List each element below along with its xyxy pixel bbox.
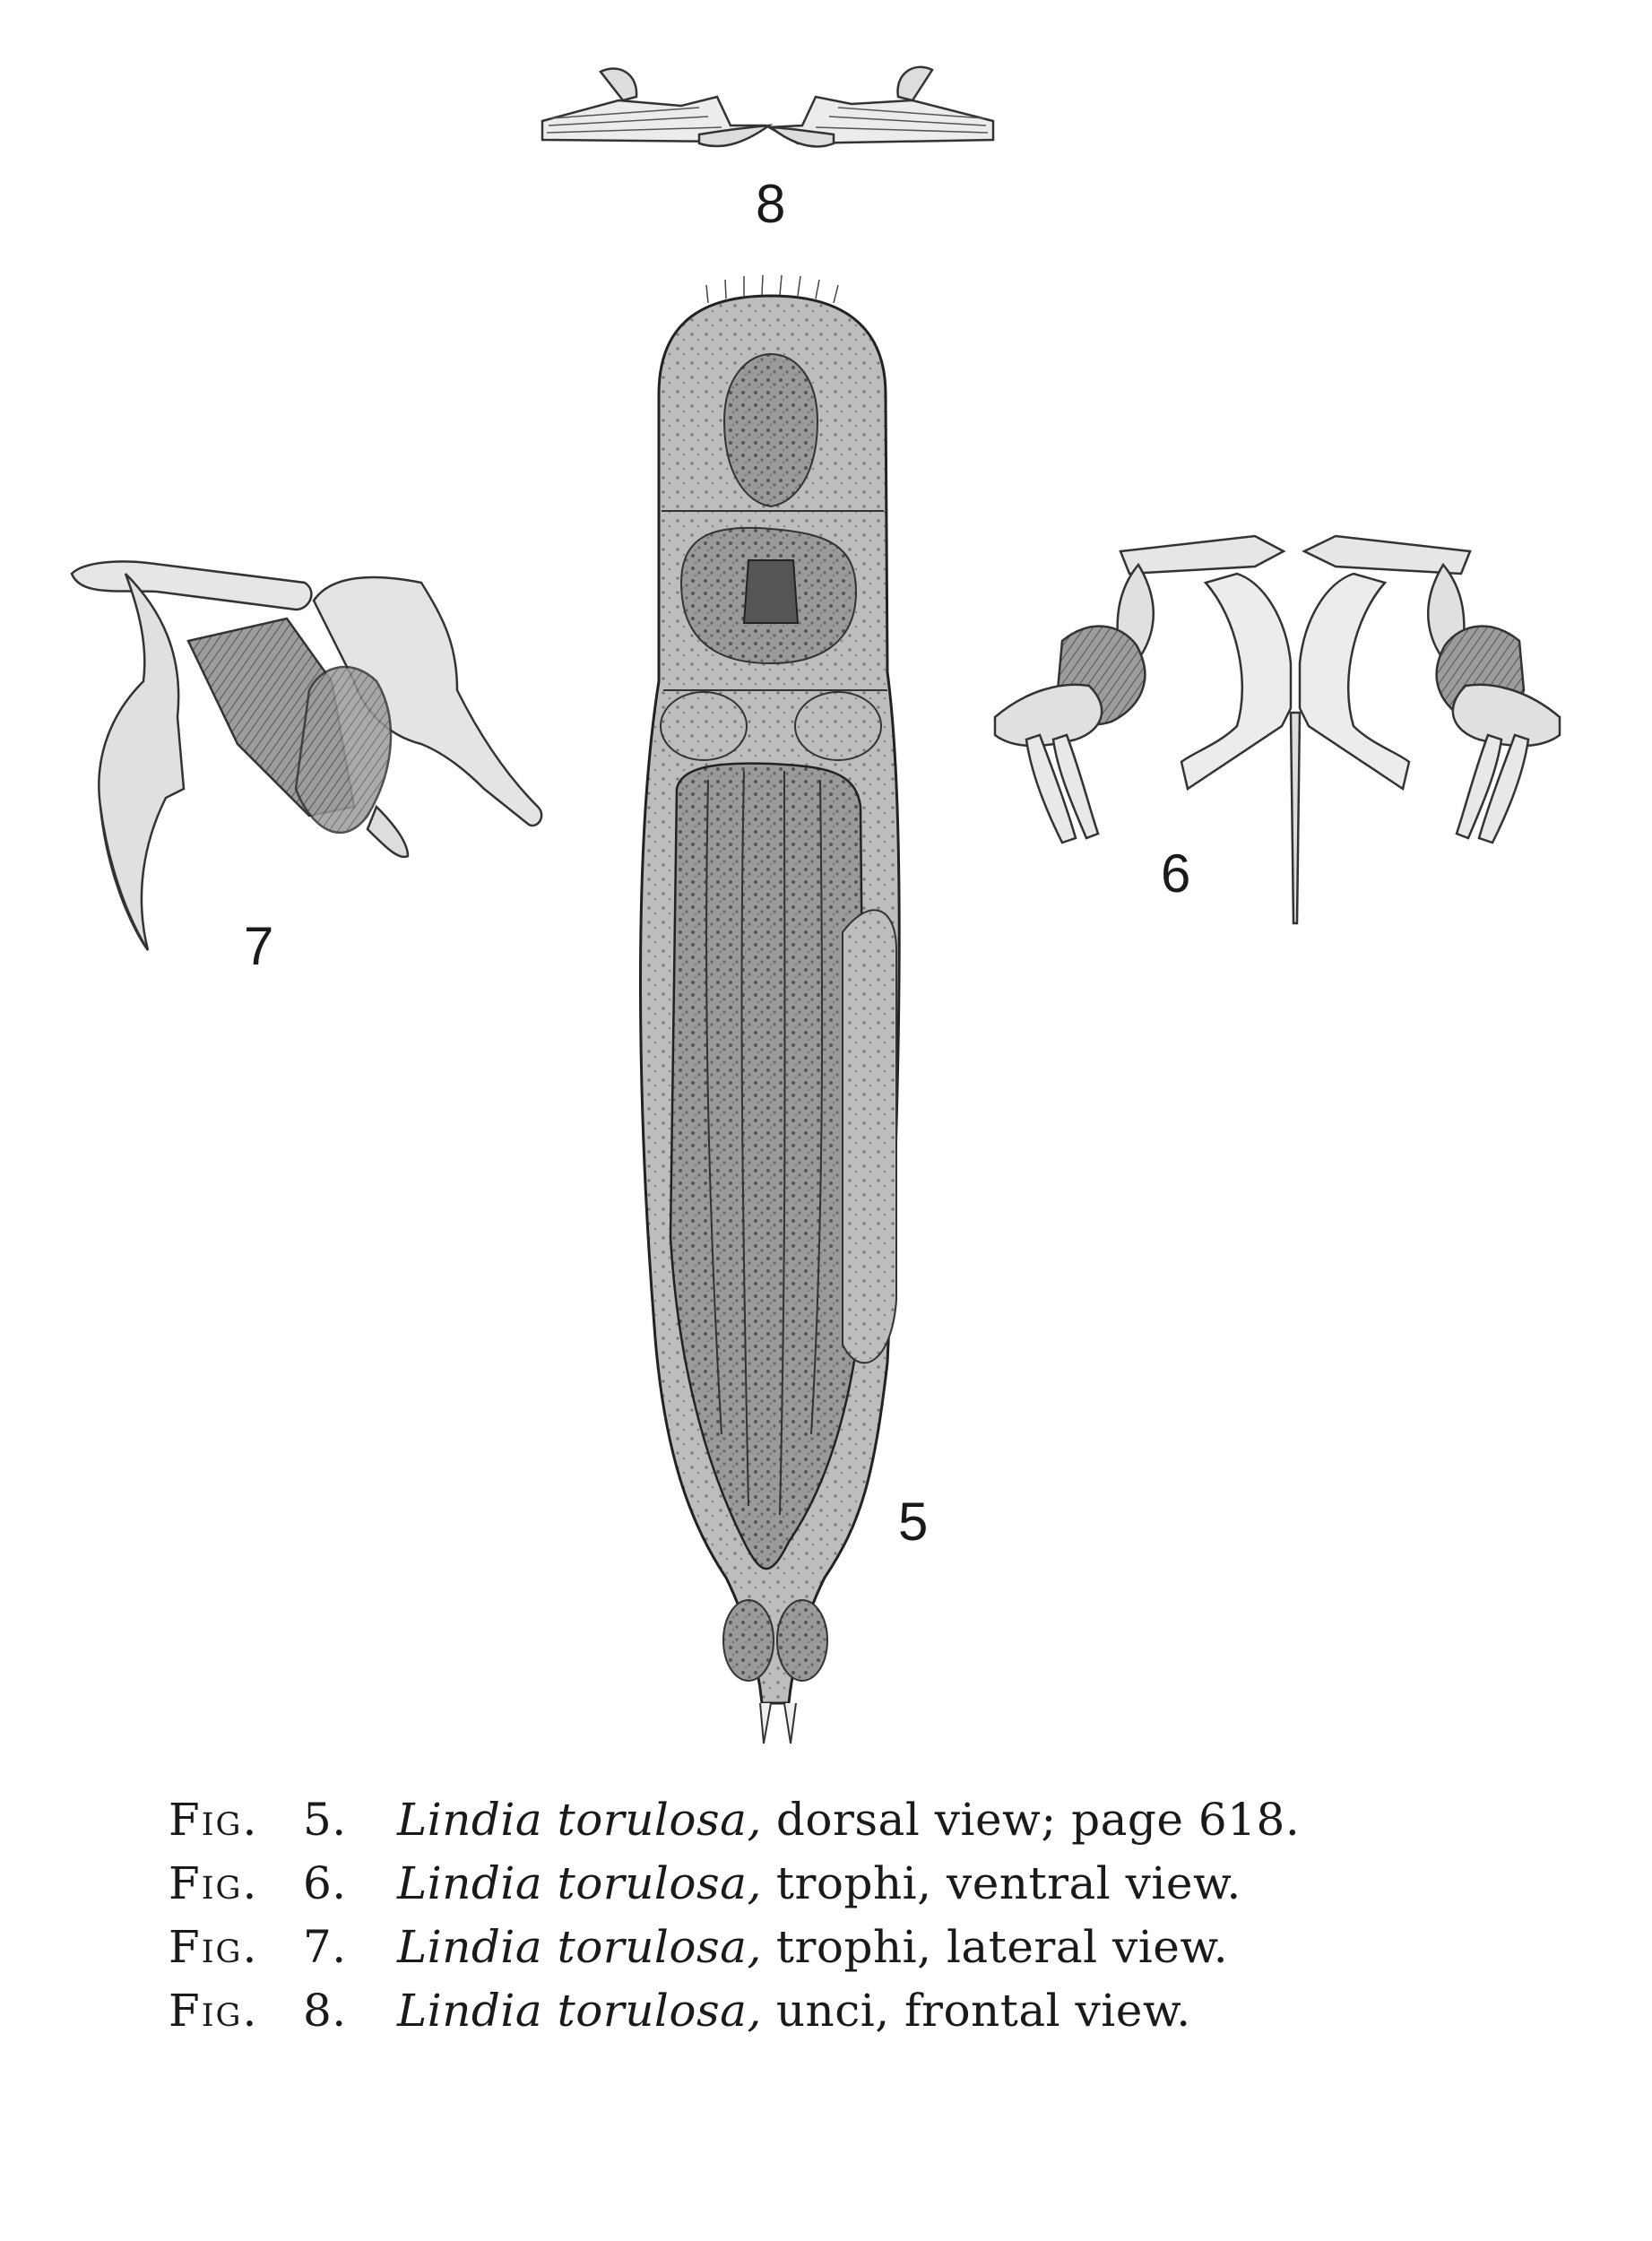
caption-block <box>169 1788 1567 2043</box>
figure-8-number: 8 <box>756 174 786 234</box>
caption-fig-number: 6. <box>303 1857 347 1909</box>
caption-fig-6 <box>169 1852 1567 1916</box>
caption-fig-7 <box>169 1916 1567 1979</box>
caption-species: Lindia torulosa, <box>397 1921 762 1973</box>
caption-fig-number: 7. <box>303 1921 347 1973</box>
caption-species: Lindia torulosa, <box>397 1857 762 1909</box>
caption-description: dorsal view; page 618. <box>775 1794 1301 1846</box>
figure-7-trophi-lateral-drawing <box>72 561 541 950</box>
caption-species: Lindia torulosa, <box>397 1985 762 2037</box>
caption-description: trophi, ventral view. <box>775 1857 1241 1909</box>
caption-fig-number: 5. <box>303 1794 347 1846</box>
figure-8-unci-drawing <box>542 67 993 147</box>
caption-fig-5 <box>169 1788 1567 1852</box>
caption-fig-label: Fig. <box>169 1921 259 1973</box>
caption-fig-label: Fig. <box>169 1857 259 1909</box>
caption-fig-label: Fig. <box>169 1794 259 1846</box>
figure-6-trophi-ventral-drawing <box>995 536 1560 923</box>
caption-fig-number: 8. <box>303 1985 347 2037</box>
figure-5-number: 5 <box>898 1492 929 1552</box>
figure-6-number: 6 <box>1161 844 1191 904</box>
figure-7-number: 7 <box>244 916 274 976</box>
caption-species: Lindia torulosa, <box>397 1794 762 1846</box>
caption-description: unci, frontal view. <box>775 1985 1191 2037</box>
caption-fig-label: Fig. <box>169 1985 259 2037</box>
caption-description: trophi, lateral view. <box>775 1921 1229 1973</box>
caption-fig-8 <box>169 1979 1567 2043</box>
figure-5-dorsal-view-drawing <box>640 275 899 1743</box>
